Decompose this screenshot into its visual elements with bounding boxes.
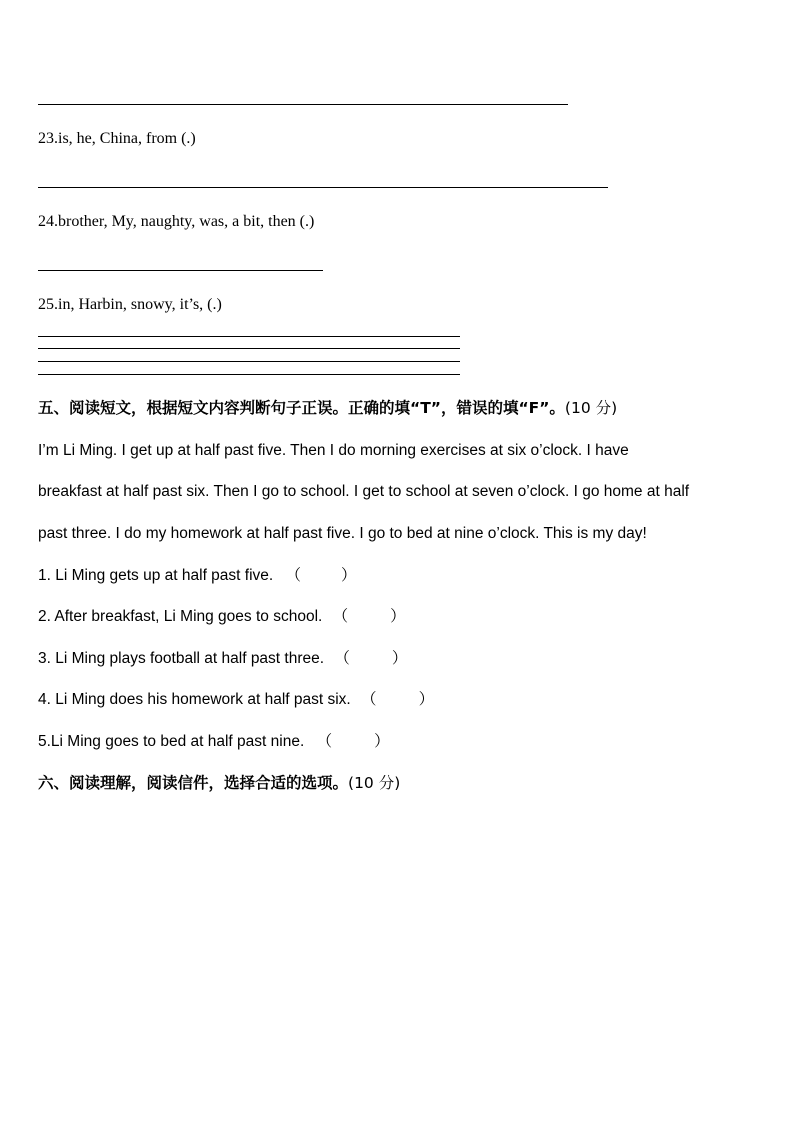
question-text: brother, My, naughty, was, a bit, then (.)	[58, 213, 315, 230]
question-text: in, Harbin, snowy, it’s, (.)	[58, 296, 222, 313]
item-text: 5.Li Ming goes to bed at half past nine.	[38, 733, 305, 750]
item-text: 1. Li Ming gets up at half past five.	[38, 567, 274, 584]
judge-item-2	[38, 607, 406, 627]
passage-line-3: past three. I do my homework at half past five. I go to bed at nine o’clock. This is my day!	[38, 525, 647, 542]
judge-item-4	[38, 690, 434, 710]
item-text: 4. Li Ming does his homework at half past six.	[38, 691, 351, 708]
answer-blank[interactable]: （ ）	[316, 733, 390, 750]
passage-line-1: I’m Li Ming. I get up at half past five. Then I do morning exercises at six o’clock. I have	[38, 442, 629, 459]
answer-line-23	[38, 187, 608, 188]
section5-points: (10 分)	[564, 399, 618, 417]
section5-title	[38, 398, 617, 418]
section5-heading: 五、阅读短文，根据短文内容判断句子正误。正确的填“T”，错误的填“F”。	[38, 399, 565, 417]
question-24	[38, 212, 314, 232]
judge-item-1	[38, 566, 357, 586]
answer-blank[interactable]: （ ）	[285, 567, 357, 584]
section6-heading: 六、阅读理解，阅读信件，选择合适的选项。	[38, 774, 349, 792]
answer-blank[interactable]: （ ）	[361, 691, 435, 708]
question-number: 25.	[38, 296, 58, 313]
question-number: 24.	[38, 213, 58, 230]
passage-line-2: breakfast at half past six. Then I go to school. I get to school at seven o’clock. I go home at half	[38, 483, 690, 500]
section6-title	[38, 773, 400, 793]
judge-item-3	[38, 649, 407, 669]
question-number: 23.	[38, 130, 58, 147]
section6-points: (10 分)	[348, 774, 401, 792]
answer-line-22	[38, 104, 568, 105]
question-23	[38, 129, 196, 149]
answer-line-25a	[38, 336, 460, 337]
answer-blank[interactable]: （ ）	[332, 608, 406, 625]
judge-item-5	[38, 732, 390, 752]
answer-line-24	[38, 270, 323, 271]
answer-line-25c	[38, 361, 460, 362]
question-text: is, he, China, from (.)	[58, 130, 196, 147]
question-25	[38, 295, 222, 315]
answer-line-25b	[38, 348, 460, 349]
answer-blank[interactable]: （ ）	[334, 650, 408, 667]
answer-line-25d	[38, 374, 460, 375]
item-text: 2. After breakfast, Li Ming goes to school.	[38, 608, 323, 625]
item-text: 3. Li Ming plays football at half past three.	[38, 650, 325, 667]
